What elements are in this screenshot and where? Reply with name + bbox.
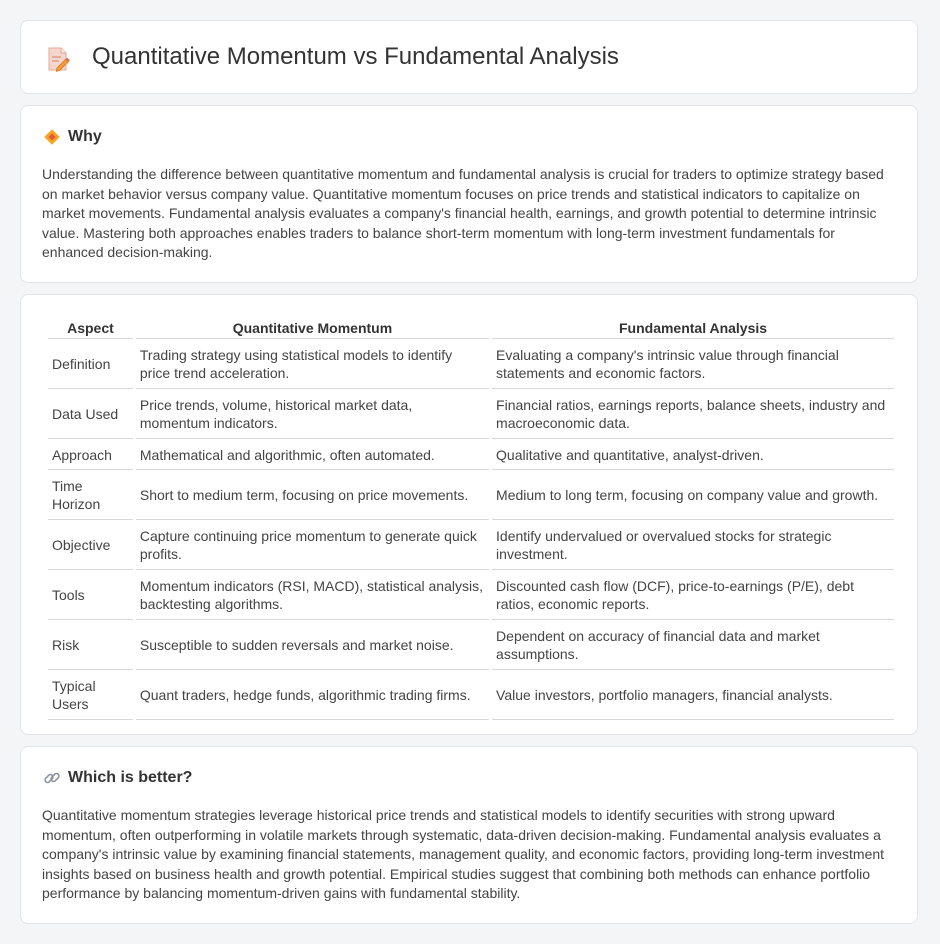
- table-header-row: [48, 318, 894, 339]
- comparison-table-card: [20, 294, 918, 735]
- momentum-cell: Momentum indicators (RSI, MACD), statistical analysis, backtesting algorithms.: [136, 571, 489, 620]
- momentum-cell: Quant traders, hedge funds, algorithmic trading firms.: [136, 671, 489, 720]
- aspect-cell: Typical Users: [48, 671, 133, 720]
- momentum-cell: Capture continuing price momentum to generate quick profits.: [136, 521, 489, 570]
- table-row: [48, 471, 894, 520]
- title-card: [20, 20, 918, 94]
- page-title: Quantitative Momentum vs Fundamental Analysis: [92, 43, 619, 70]
- why-section: [20, 105, 918, 283]
- link-icon: [43, 769, 61, 787]
- table-row: [48, 571, 894, 620]
- fundamental-cell: Qualitative and quantitative, analyst-driven.: [492, 440, 894, 470]
- why-text: Understanding the difference between quantitative momentum and fundamental analysis is crucial for traders to optimize strategy based on market behavior versus company value. Quantitative momentum focuses on price trends and statistical indicators to capitalize on market movements. Fundamental analysis evaluates a company's financial health, earnings, and growth potential to determine intrinsic value. Mastering both approaches enables traders to balance short-term momentum with long-term investment fundamentals for enhanced decision-making.: [42, 166, 884, 261]
- table-row: [48, 621, 894, 670]
- document-edit-icon: [45, 45, 71, 73]
- table-row: [48, 671, 894, 720]
- why-heading: Why: [68, 128, 102, 145]
- header-aspect: Aspect: [48, 318, 133, 339]
- which-is-better-heading: Which is better?: [68, 769, 193, 786]
- aspect-cell: Data Used: [48, 390, 133, 439]
- momentum-cell: Trading strategy using statistical models to identify price trend acceleration.: [136, 340, 489, 389]
- fundamental-cell: Value investors, portfolio managers, financial analysts.: [492, 671, 894, 720]
- aspect-cell: Objective: [48, 521, 133, 570]
- fundamental-cell: Medium to long term, focusing on company value and growth.: [492, 471, 894, 520]
- table-row: [48, 440, 894, 470]
- fundamental-cell: Discounted cash flow (DCF), price-to-earnings (P/E), debt ratios, economic reports.: [492, 571, 894, 620]
- table-row: [48, 390, 894, 439]
- table-row: [48, 521, 894, 570]
- fundamental-cell: Financial ratios, earnings reports, balance sheets, industry and macroeconomic data.: [492, 390, 894, 439]
- momentum-cell: Mathematical and algorithmic, often automated.: [136, 440, 489, 470]
- which-is-better-text: Quantitative momentum strategies leverage historical price trends and statistical models to identify securities with strong upward momentum, often outperforming in volatile markets through systematic, data-driven decision-making. Fundamental analysis evaluates a company's intrinsic value by examining financial statements, management quality, and economic factors, providing long-term investment insights based on business health and growth potential. Empirical studies suggest that combining both methods can enhance portfolio performance by balancing momentum-driven gains with fundamental stability.: [42, 807, 885, 902]
- momentum-cell: Susceptible to sudden reversals and market noise.: [136, 621, 489, 670]
- comparison-table: [45, 317, 897, 721]
- aspect-cell: Time Horizon: [48, 471, 133, 520]
- aspect-cell: Risk: [48, 621, 133, 670]
- which-is-better-section: [20, 746, 918, 924]
- aspect-cell: Approach: [48, 440, 133, 470]
- momentum-cell: Short to medium term, focusing on price movements.: [136, 471, 489, 520]
- header-fundamental-analysis: Fundamental Analysis: [492, 318, 894, 339]
- fundamental-cell: Evaluating a company's intrinsic value through financial statements and economic factors.: [492, 340, 894, 389]
- fundamental-cell: Identify undervalued or overvalued stocks for strategic investment.: [492, 521, 894, 570]
- table-row: [48, 340, 894, 389]
- momentum-cell: Price trends, volume, historical market data, momentum indicators.: [136, 390, 489, 439]
- diamond-icon: [43, 128, 61, 146]
- header-quantitative-momentum: Quantitative Momentum: [136, 318, 489, 339]
- aspect-cell: Tools: [48, 571, 133, 620]
- aspect-cell: Definition: [48, 340, 133, 389]
- fundamental-cell: Dependent on accuracy of financial data and market assumptions.: [492, 621, 894, 670]
